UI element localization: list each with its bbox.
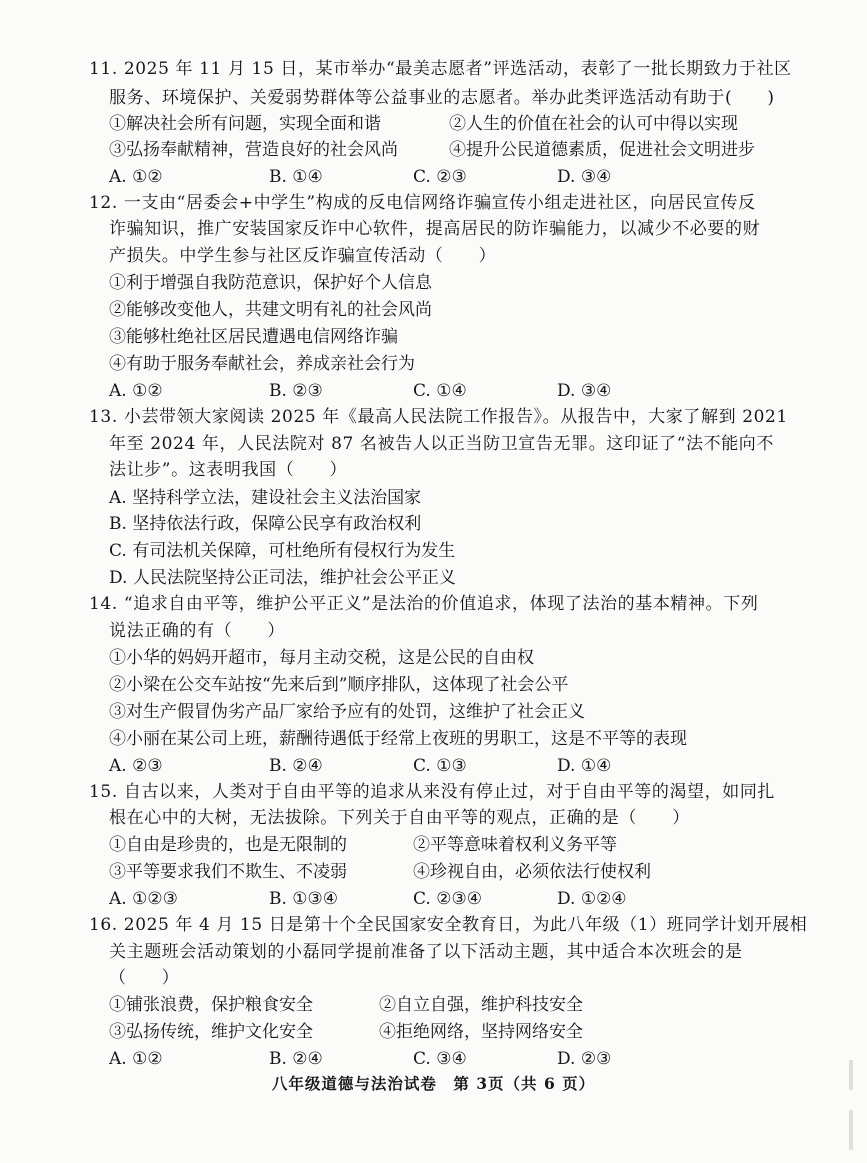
q13-stem-line-3: 法让步”。这表明我国（ ） — [109, 460, 348, 480]
q12-stem-line-2: 诈骗知识，推广安装国家反诈中心软件，提高居民的防诈骗能力，以减少不必要的财 — [109, 219, 761, 239]
q15-statement-4: ④珍视自由，必须依法行使权利 — [413, 862, 651, 882]
q15-choice-b[interactable]: B. ①③④ — [269, 889, 339, 909]
q11-statement-3: ③弘扬奉献精神，营造良好的社会风尚 — [109, 140, 398, 160]
q13-choice-a[interactable]: A. 坚持科学立法，建设社会主义法治国家 — [109, 488, 422, 508]
q15-statement-3: ③平等要求我们不欺生、不凌弱 — [109, 862, 347, 882]
q15-stem-line-1: 15. 自古以来，人类对于自由平等的追求从来没有停止过，对于自由平等的渴望，如同扎 — [89, 782, 776, 802]
q14-choice-d[interactable]: D. ①④ — [557, 756, 612, 776]
scan-mark — [849, 1110, 853, 1150]
q12-choice-a[interactable]: A. ①② — [109, 381, 163, 401]
q12-choice-c[interactable]: C. ①④ — [413, 381, 467, 401]
q14-stem-line-1: 14. “追求自由平等，维护公平正义”是法治的价值追求，体现了法治的基本精神。下列 — [89, 594, 759, 614]
q14-choice-b[interactable]: B. ②④ — [269, 756, 323, 776]
q12-statement-3: ③能够杜绝社区居民遭遇电信网络诈骗 — [109, 327, 398, 347]
q15-choice-a[interactable]: A. ①②③ — [109, 889, 178, 909]
q12-statement-4: ④有助于服务奉献社会，养成亲社会行为 — [109, 354, 415, 374]
q16-stem-line-1: 16. 2025 年 4 月 15 日是第十个全民国家安全教育日，为此八年级（1）班同学计划开展相 — [89, 915, 808, 935]
q12-stem-line-1: 12. 一支由“居委会+中学生”构成的反电信网络诈骗宣传小组走进社区，向居民宣传反 — [89, 193, 756, 213]
q15-stem-line-2: 根在心中的大树，无法拔除。下列关于自由平等的观点，正确的是（ ） — [109, 808, 690, 828]
q16-statement-1: ①铺张浪费，保护粮食安全 — [109, 995, 313, 1015]
q13-stem-line-1: 13. 小芸带领大家阅读 2025 年《最高人民法院工作报告》。从报告中，大家了解到 2021 — [89, 407, 788, 427]
q11-statement-4: ④提升公民道德素质，促进社会文明进步 — [449, 140, 755, 160]
q15-statement-1: ①自由是珍贵的，也是无限制的 — [109, 835, 347, 855]
q11-choice-d[interactable]: D. ③④ — [557, 167, 612, 187]
q15-statement-2: ②平等意味着权利义务平等 — [413, 835, 617, 855]
q15-choice-c[interactable]: C. ②③④ — [413, 889, 482, 909]
q11-choice-b[interactable]: B. ①④ — [269, 167, 323, 187]
page-footer: 八年级道德与法治试卷 第 3页（共 6 页） — [271, 1074, 596, 1093]
q16-choice-d[interactable]: D. ②③ — [557, 1049, 612, 1069]
q16-statement-2: ②自立自强，维护科技安全 — [379, 995, 583, 1015]
q14-statement-4: ④小丽在某公司上班，薪酬待遇低于经常上夜班的男职工，这是不平等的表现 — [109, 729, 687, 749]
q14-choice-a[interactable]: A. ②③ — [109, 756, 163, 776]
q16-statement-3: ③弘扬传统，维护文化安全 — [109, 1022, 313, 1042]
q12-choice-d[interactable]: D. ③④ — [557, 381, 612, 401]
q14-stem-line-2: 说法正确的有（ ） — [109, 621, 285, 641]
q11-stem-line-1: 11. 2025 年 11 月 15 日，某市举办“最美志愿者”评选活动，表彰了一批长期致力于社区 — [89, 59, 792, 79]
q12-statement-1: ①利于增强自我防范意识，保护好个人信息 — [109, 273, 432, 293]
q13-choice-b[interactable]: B. 坚持依法行政，保障公民享有政治权利 — [109, 514, 422, 534]
q14-statement-3: ③对生产假冒伪劣产品厂家给予应有的处罚，这维护了社会正义 — [109, 702, 585, 722]
q14-statement-1: ①小华的妈妈开超市，每月主动交税，这是公民的自由权 — [109, 648, 534, 668]
q14-statement-2: ②小梁在公交车站按“先来后到”顺序排队，这体现了社会公平 — [109, 675, 569, 695]
q16-choice-c[interactable]: C. ③④ — [413, 1049, 467, 1069]
q11-stem-line-2: 服务、环境保护、关爱弱势群体等公益事业的志愿者。举办此类评选活动有助于( ) — [109, 88, 775, 108]
q11-statement-1: ①解决社会所有问题，实现全面和谐 — [109, 114, 381, 134]
q11-choice-c[interactable]: C. ②③ — [413, 167, 467, 187]
q12-statement-2: ②能够改变他人，共建文明有礼的社会风尚 — [109, 300, 432, 320]
q13-choice-c[interactable]: C. 有司法机关保障，可杜绝所有侵权行为发生 — [109, 541, 456, 561]
q13-stem-line-2: 年至 2024 年，人民法院对 87 名被告人以正当防卫宣告无罪。这印证了“法不能向不 — [109, 434, 774, 454]
q16-statement-4: ④拒绝网络，坚持网络安全 — [379, 1022, 583, 1042]
q16-stem-line-3: （ ） — [109, 968, 180, 988]
q16-stem-line-2: 关主题班会活动策划的小磊同学提前准备了以下活动主题，其中适合本次班会的是 — [109, 942, 743, 962]
q14-choice-c[interactable]: C. ①③ — [413, 756, 467, 776]
scan-mark — [849, 1060, 853, 1090]
q15-choice-d[interactable]: D. ①②④ — [557, 889, 627, 909]
q12-stem-line-3: 产损失。中学生参与社区反诈骗宣传活动（ ） — [109, 246, 497, 266]
q12-choice-b[interactable]: B. ②③ — [269, 381, 323, 401]
q11-statement-2: ②人生的价值在社会的认可中得以实现 — [449, 114, 738, 134]
q13-choice-d[interactable]: D. 人民法院坚持公正司法，维护社会公平正义 — [109, 568, 456, 588]
q16-choice-a[interactable]: A. ①② — [109, 1049, 163, 1069]
q16-choice-b[interactable]: B. ②④ — [269, 1049, 323, 1069]
q11-choice-a[interactable]: A. ①② — [109, 167, 163, 187]
